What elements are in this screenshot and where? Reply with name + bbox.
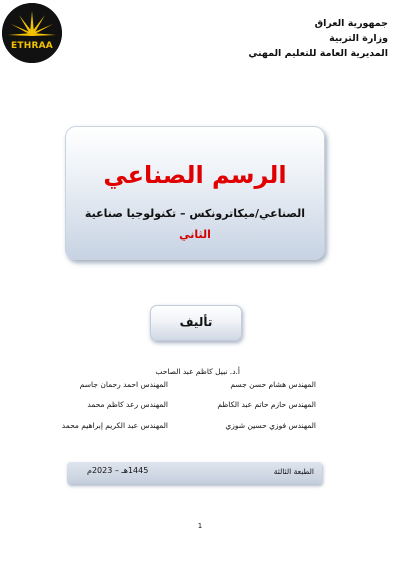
header-directorate: المديرية العامة للتعليم المهني xyxy=(248,48,388,59)
author-r1-right: المهندس هشام حسن جسم xyxy=(230,380,316,389)
author-r3-right: المهندس فوزي حسين شوزي xyxy=(225,421,316,430)
author-r3-left: المهندس عبد الكريم إبراهيم محمد xyxy=(61,421,168,430)
author-r2-right: المهندس حازم حاتم عبد الكاظم xyxy=(217,400,316,409)
book-title: الرسم الصناعي xyxy=(103,161,287,189)
sunburst-logo-icon xyxy=(2,3,62,63)
header-country: جمهورية العراق xyxy=(314,18,388,29)
title-box xyxy=(65,126,325,260)
book-subtitle: الصناعي/ميكاترونكس – تكنولوجيا صناعية xyxy=(84,207,306,220)
ministry-header xyxy=(218,16,388,61)
logo-text: ETHRAA xyxy=(11,41,53,51)
author-label: تأليف xyxy=(150,305,242,341)
author-r1-left: المهندس احمد رحمان جاسم xyxy=(79,380,168,389)
page-number: 1 xyxy=(197,522,203,530)
book-stage: الثاني xyxy=(179,228,211,241)
edition-year: 1445هـ – 2023م xyxy=(87,466,149,475)
author-r2-left: المهندس رعد كاظم محمد xyxy=(87,400,168,409)
edition-box xyxy=(67,462,322,484)
header-ministry: وزارة التربية xyxy=(329,33,388,44)
edition-label: الطبعة الثالثة xyxy=(273,467,314,476)
lead-author: أ.د. نبيل كاظم عبد الصاحب xyxy=(155,367,240,376)
ethraa-logo xyxy=(2,3,62,63)
